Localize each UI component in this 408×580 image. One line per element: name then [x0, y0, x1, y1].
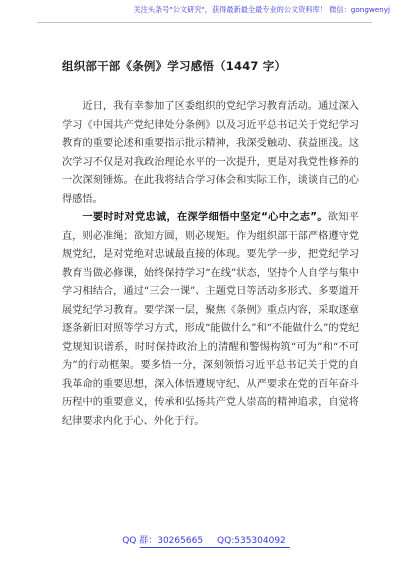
document-body	[62, 98, 359, 431]
intro-paragraph: 近日，我有幸参加了区委组织的党纪学习教育活动。通过深入学习《中国共产党纪律处分条例》以及习近平总书记关于党纪学习教育的重要论述和重要指示批示精神，我深受触动、获益匪浅。这次学习不仅是对我政治理论水平的一次提升，更是对我党性修养的一次深刻锤炼。在此我将结合学习体会和实际工作，谈谈自己的心得感悟。	[62, 101, 359, 205]
document-title: 组织部干部《条例》学习感悟（1447 字）	[62, 59, 287, 73]
section1-heading: 一要时时对党忠诚，在深学细悟中坚定“心中之志”。	[82, 212, 328, 223]
section1-body: 欲知平直，则必准绳；欲知方圆，则必规矩。作为组织部干部严格遵守党规党纪，是对党绝对忠诚最直接的体现。要先学一步，把党纪学习教育当做必修课，始终保持学习“在线”状态，坚持个人自学与集中学习相结合，通过“三会一课”、主题党日等活动多形式、多要道开展党纪学习教育。要学深一层，聚焦《条例》重点内容，采取逐章逐条新旧对照等学习方式，形成“能做什么”和“不能做什么”的党纪党规知识谱系，时时保持政治上的清醒和警惕构筑“可为”和“不可为”的行动框架。要多悟一分，深刻领悟习近平总书记关于党的自我革命的重要思想，深入体悟遵规守纪、从严要求在党的百年奋斗历程中的重要意义，传承和弘扬共产党人崇高的精神追求，自觉将纪律要求内化于心、外化于行。	[62, 212, 359, 427]
header-divider	[37, 22, 372, 23]
footer-contact	[0, 533, 408, 546]
header-banner: 关注头条号"公文研究"，获得最新最全最专业的公文资料库！ 微信：gongwenyj	[133, 5, 390, 14]
footer-qq-contact: QQ:535304092	[217, 536, 286, 546]
footer-qq-group: QQ 群：30265665	[122, 536, 204, 546]
section1-paragraph	[62, 209, 359, 431]
footer-underline	[140, 547, 290, 548]
